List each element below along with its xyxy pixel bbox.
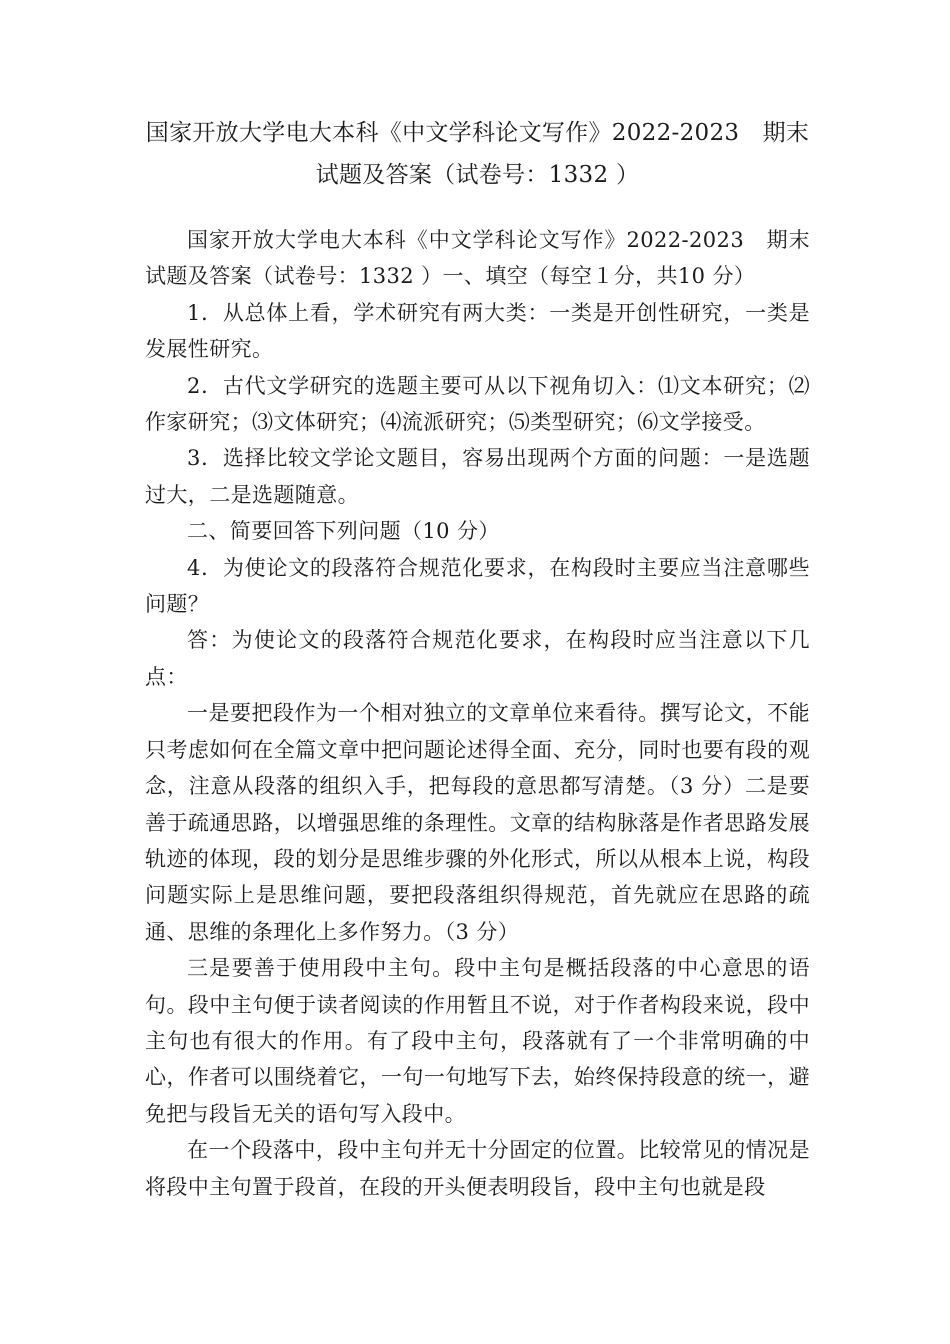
paragraph-q3: 3．选择比较文学论文题目，容易出现两个方面的问题：一是选题过大，二是选题随意。 [145,446,810,507]
document-title [137,112,818,196]
paragraph-answer: 答：为使论文的段落符合规范化要求，在构段时应当注意以下几点： [145,628,810,689]
section-heading-2: 二、简要回答下列问题（10 分） [187,519,500,544]
document-page [145,112,810,1205]
title-line-1: 国家开放大学电大本科《中文学科论文写作》2022-2023 期末 [145,120,810,146]
paragraph-point-1-2: 一是要把段作为一个相对独立的文章单位来看待。撰写论文，不能只考虑如何在全篇文章中把问题论述得全面、充分，同时也要有段的观念，注意从段落的组织入手，把每段的意思都写清楚。（3 分）二是要善于疏通思路，以增强思维的条理性。文章的结构脉落是作者思路发展轨迹的体现，段的划分是思维步骤的外化形式，所以从根本上说，构段问题实际上是思维问题，要把段落组织得规范，首先就应在思路的疏通、思维的条理化上多作努力。（3 分） [145,701,810,944]
paragraph-q1: 1．从总体上看，学术研究有两大类：一类是开创性研究，一类是发展性研究。 [145,300,810,362]
paragraph-point-3: 三是要善于使用段中主句。段中主句是概括段落的中心意思的语句。段中主句便于读者阅读的作用暂且不说，对于作者构段来说，段中主句也有很大的作用。有了段中主句，段落就有了一个非常明确的中心，作者可以围绕着它，一句一句地写下去，始终保持段意的统一，避免把与段旨无关的语句写入段中。 [145,956,810,1126]
title-line-2: 试题及答案（试卷号：1332 ） [315,162,640,188]
paragraph-intro: 国家开放大学电大本科《中文学科论文写作》2022-2023 期末试题及答案（试卷号：1332 ）一、填空（每空１分，共10 分） [145,228,810,289]
paragraph-q2: 2．古代文学研究的选题主要可从以下视角切入：⑴文本研究；⑵作家研究；⑶文体研究；⑷流派研究；⑸类型研究；⑹文学接受。 [145,373,810,435]
paragraph-q4: 4．为使论文的段落符合规范化要求，在构段时主要应当注意哪些问题？ [145,555,810,617]
paragraph-position: 在一个段落中，段中主句并无十分固定的位置。比较常见的情况是将段中主句置于段首，在段的开头便表明段旨，段中主句也就是段 [145,1138,810,1199]
